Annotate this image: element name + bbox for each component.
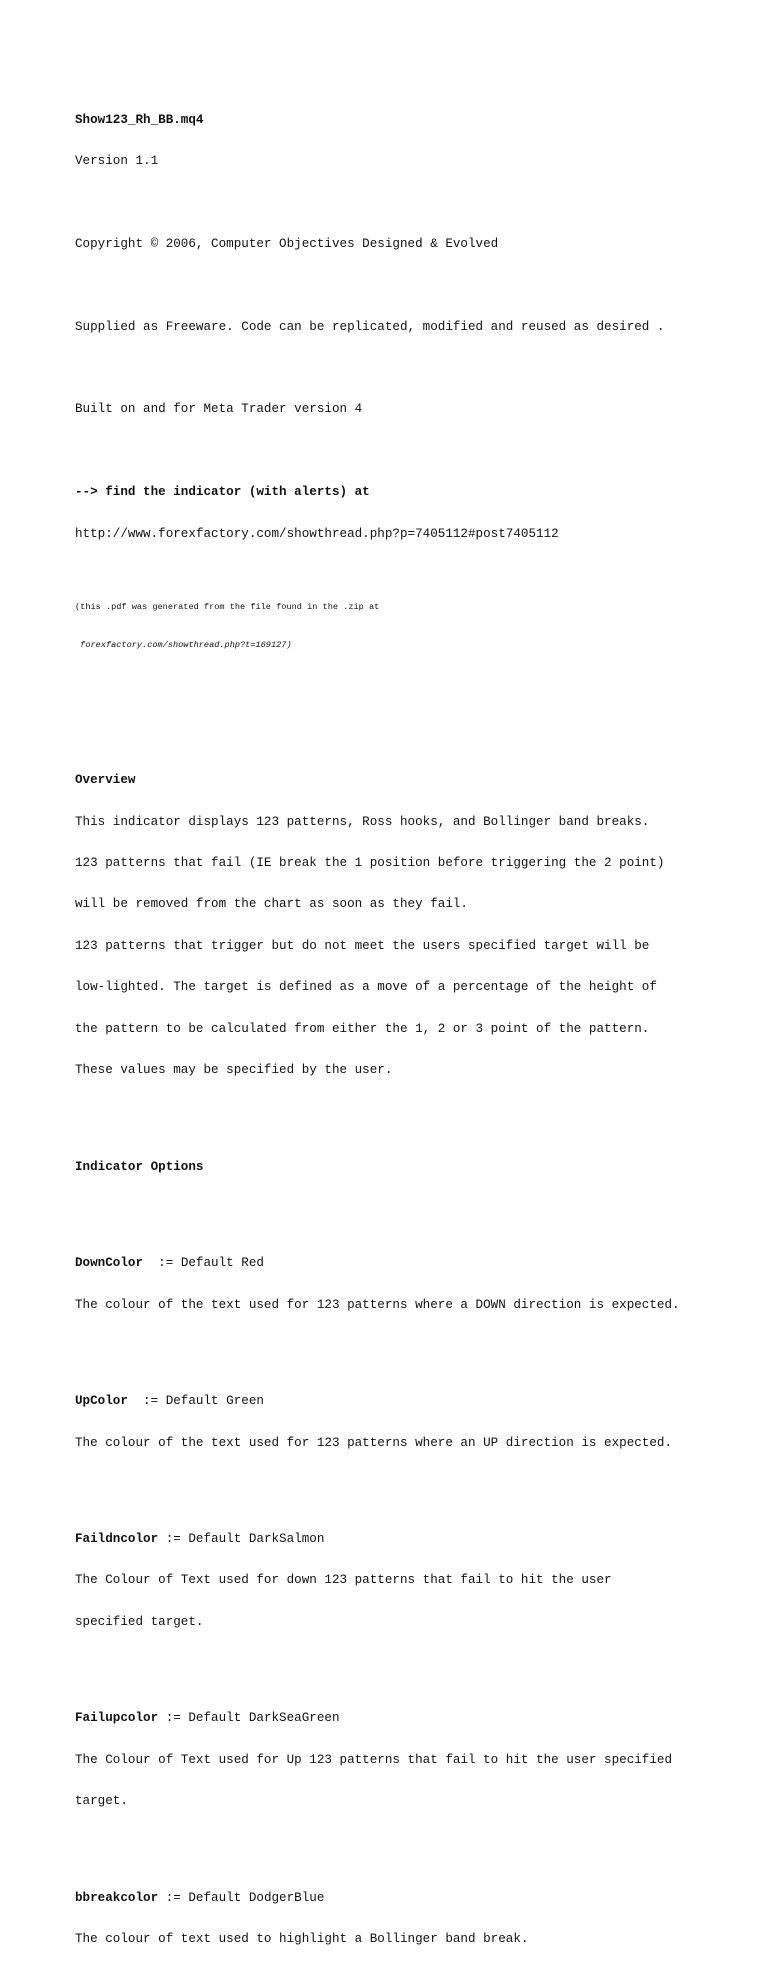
overview-line: the pattern to be calculated from either the 1, 2 or 3 point of the pattern. <box>75 1021 650 1036</box>
option-name: bbreakcolor <box>75 1890 159 1905</box>
option-name: DownColor <box>75 1256 144 1271</box>
option-default: := Default DarkSalmon <box>158 1532 325 1547</box>
version-text: Version 1.1 <box>75 153 159 168</box>
link-heading: --> find the indicator (with alerts) at <box>75 485 370 500</box>
overview-line: These values may be specified by the user. <box>75 1062 393 1077</box>
option-description: The Colour of Text used for Up 123 patterns that fail to hit the user specified <box>75 1752 673 1767</box>
forum-link[interactable]: http://www.forexfactory.com/showthread.php?p=7405112#post7405112 <box>75 526 559 541</box>
copyright-text: Copyright © 2006, Computer Objectives Designed & Evolved <box>75 236 499 251</box>
options-heading: Indicator Options <box>75 1159 204 1174</box>
option-bbreakcolor <box>75 1892 738 1906</box>
freeware-text: Supplied as Freeware. Code can be replicated, modified and reused as desired . <box>75 319 665 334</box>
overview-heading: Overview <box>75 773 136 788</box>
option-default: := Default DodgerBlue <box>158 1890 325 1905</box>
file-name: Show123_Rh_BB.mq4 <box>75 112 204 127</box>
option-default: := Default Red <box>143 1256 264 1271</box>
option-description: The Colour of Text used for down 123 patterns that fail to hit the user <box>75 1573 612 1588</box>
option-name: Faildncolor <box>75 1532 159 1547</box>
option-name: UpColor <box>75 1394 128 1409</box>
overview-line: low-lighted. The target is defined as a move of a percentage of the height of <box>75 980 657 995</box>
option-upcolor <box>75 1395 738 1409</box>
overview-line: This indicator displays 123 patterns, Ross hooks, and Bollinger band breaks. <box>75 814 650 829</box>
note-line-1: (this .pdf was generated from the file found in the .zip at <box>75 602 380 613</box>
option-description: The colour of text used to highlight a Bollinger band break. <box>75 1932 529 1947</box>
option-description: specified target. <box>75 1614 204 1629</box>
option-default: := Default DarkSeaGreen <box>158 1711 340 1726</box>
option-description: The colour of the text used for 123 patterns where a DOWN direction is expected. <box>75 1297 680 1312</box>
option-default: := Default Green <box>127 1394 264 1409</box>
note-line-2: forexfactory.com/showthread.php?t=169127) <box>75 640 292 651</box>
overview-line: 123 patterns that trigger but do not meet the users specified target will be <box>75 938 650 953</box>
overview-line: will be removed from the chart as soon as they fail. <box>75 897 468 912</box>
option-downcolor <box>75 1257 738 1271</box>
built-text: Built on and for Meta Trader version 4 <box>75 402 363 417</box>
overview-line: 123 patterns that fail (IE break the 1 position before triggering the 2 point) <box>75 856 665 871</box>
option-description: target. <box>75 1794 128 1809</box>
option-faildncolor <box>75 1533 738 1547</box>
option-name: Failupcolor <box>75 1711 159 1726</box>
option-failupcolor <box>75 1712 738 1726</box>
option-description: The colour of the text used for 123 patterns where an UP direction is expected. <box>75 1435 673 1450</box>
